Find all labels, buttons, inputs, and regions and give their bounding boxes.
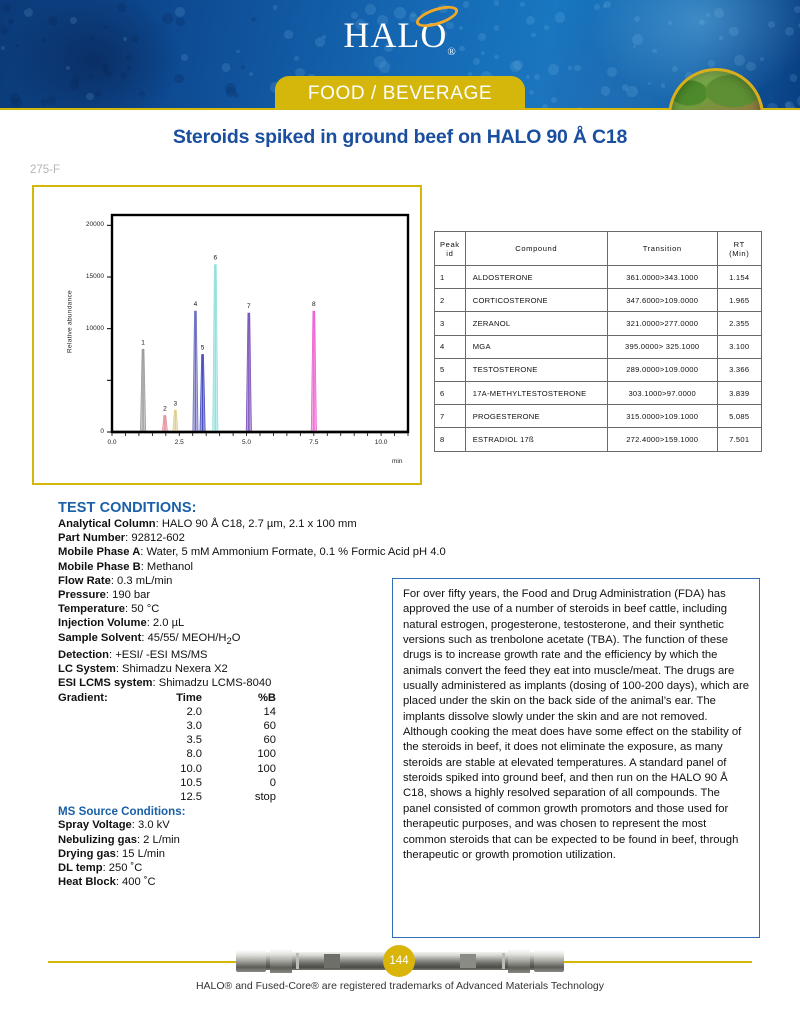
peak-table [434, 231, 762, 452]
ms-source-value: : 3.0 kV [131, 819, 170, 832]
chromatogram-peak-3 [173, 400, 178, 432]
gradient-pctb: 14 [263, 705, 276, 718]
gradient-pctb: 100 [257, 762, 276, 775]
chromatogram-peak-4 [193, 301, 198, 432]
ms-source-value: : 15 L/min [115, 847, 165, 860]
ms-source-row [58, 861, 398, 875]
footer-rule-left [48, 961, 238, 963]
cell-compound: 17A-METHYLTESTOSTERONE [465, 381, 607, 404]
test-condition-row [58, 648, 398, 662]
page-number: 144 [389, 955, 409, 967]
test-condition-label: Detection [58, 649, 109, 662]
col-header-transition: Transition [607, 232, 717, 266]
chromatogram-chart [34, 187, 424, 487]
ms-source-label: Heat Block [58, 876, 116, 889]
cell-transition: 347.6000>109.0000 [607, 289, 717, 312]
test-condition-label: Analytical Column [58, 518, 156, 530]
test-condition-label: Injection Volume [58, 617, 147, 630]
peak-label-4: 4 [193, 301, 198, 309]
chromatogram-panel [32, 185, 422, 485]
test-condition-value: : Methanol [140, 560, 193, 573]
chromatogram-peak-1 [140, 339, 145, 432]
test-condition-value: : Water, 5 mM Ammonium Formate, 0.1 % Formic Acid pH 4.0 [140, 546, 446, 559]
peak-label-6: 6 [213, 254, 218, 262]
ms-source-label: DL temp [58, 861, 103, 874]
table-row [435, 358, 762, 381]
page-header [0, 0, 800, 110]
y-axis-tick-label: 15000 [85, 273, 104, 280]
test-condition-value: : Shimadzu LCMS-8040 [152, 677, 272, 690]
gradient-pctb: 60 [263, 720, 276, 733]
x-axis-tick-label: 10.0 [374, 439, 388, 446]
ms-source-label: Drying gas [58, 847, 116, 860]
cell-rt: 5.085 [717, 405, 761, 428]
category-tab-label: FOOD / BEVERAGE [307, 83, 493, 104]
peak-label-3: 3 [173, 400, 178, 408]
trademark-notice: HALO® and Fused-Core® are registered trademarks of Advanced Materials Technology [195, 980, 605, 992]
peak-label-5: 5 [200, 344, 205, 352]
gradient-row [58, 776, 308, 790]
cell-rt: 7.501 [717, 428, 761, 451]
test-condition-row [58, 560, 398, 574]
ms-source-row [58, 875, 398, 889]
y-axis-tick-label: 10000 [85, 324, 104, 332]
test-condition-value: : 2.0 µL [146, 617, 185, 630]
table-row [435, 335, 762, 358]
test-condition-row [58, 602, 398, 616]
test-condition-value: : +ESI/ -ESI MS/MS [108, 649, 208, 662]
test-condition-row [58, 545, 446, 559]
x-axis-tick-label: 2.5 [174, 439, 184, 446]
chromatogram-peak-7 [246, 303, 251, 432]
test-condition-value: : Shimadzu Nexera X2 [115, 663, 228, 676]
test-condition-row [58, 616, 398, 630]
col-header-peak-id: Peak id [435, 232, 466, 266]
abstract-text-box: For over fifty years, the Food and Drug Administration (FDA) has approved the use of a number of steroids in beef cattle, including natural estrogen, progesterone, testosterone, and their synthetic versions such as trenbolone acetate (TBA). The function of these drugs is to increase growth rate and the efficiency by which the animals convert the feed they eat into muscle/meat. The drugs are usually administered as implants (dosing of 100-200 days), which are placed under the skin on the back side of the animal’s ear. The implants dissolve slowly under the skin and are not removed. Although cooking the meat does have some effect on the stability of the steroids in beef, it does not eliminate the exposure, as many steroids are stable at elevated temperatures. A standard panel of steroids spiked into ground beef, and then run on the HALO 90 Å C18, shows a highly resolved separation of all compounds. The panel consisted of common growth promotors and those used for therapeutic purposes, and was chosen to represent the most common steroids that can be expected to be found in beef, through therapeutic or growth promotion utilization. [392, 578, 760, 938]
logo-text: HALO [343, 15, 448, 55]
cell-transition: 272.4000>159.1000 [607, 428, 717, 451]
ms-source-label: Spray Voltage [58, 819, 132, 832]
test-condition-label: LC System [58, 663, 116, 676]
x-axis-unit-label: min [392, 458, 403, 465]
logo-registered-mark: ® [447, 46, 457, 59]
gradient-pctb: 0 [269, 776, 276, 789]
cell-compound: ALDOSTERONE [465, 266, 607, 289]
peak-label-1: 1 [141, 339, 145, 347]
table-row [435, 381, 762, 404]
cell-transition: 315.0000>109.1000 [607, 405, 717, 428]
test-condition-value: : 50 °C [124, 603, 160, 616]
table-row [435, 266, 762, 289]
ms-source-value: : 250 ˚C [102, 861, 143, 874]
ms-source-label: Nebulizing gas [58, 833, 137, 846]
test-condition-label: ESI LCMS system [58, 677, 153, 690]
test-condition-row [58, 662, 398, 676]
gradient-table [58, 691, 308, 805]
col-header-compound: Compound [465, 232, 607, 266]
ms-source-row [58, 847, 398, 861]
test-condition-value: : 92812-602 [125, 532, 185, 545]
cell-peak-id: 7 [435, 405, 466, 428]
table-header-row [435, 232, 762, 266]
ms-source-value: : 2 L/min [136, 833, 180, 846]
cell-compound: CORTICOSTERONE [465, 289, 607, 312]
cell-transition: 289.0000>109.0000 [607, 358, 717, 381]
x-axis-tick-label: 5.0 [242, 439, 252, 446]
category-tab-food-beverage[interactable] [275, 76, 525, 110]
peak-label-2: 2 [163, 405, 167, 413]
ms-source-row [58, 818, 398, 832]
gradient-time: 10.5 [180, 776, 202, 789]
cell-compound: ZERANOL [465, 312, 607, 335]
cell-rt: 3.100 [717, 335, 761, 358]
gradient-row [58, 762, 308, 776]
gradient-row [58, 705, 308, 719]
cell-compound: PROGESTERONE [465, 405, 607, 428]
document-code: 275-F [30, 164, 61, 176]
y-axis-tick-label: 0 [100, 428, 104, 435]
cell-rt: 1.154 [717, 266, 761, 289]
col-header-rt: RT (Min) [717, 232, 761, 266]
cell-peak-id: 5 [435, 358, 466, 381]
cell-compound: ESTRADIOL 17ß [465, 428, 607, 451]
gradient-pctb: 60 [263, 734, 276, 747]
test-condition-value: : 45/55/ MEOH/$H_2O$ [141, 631, 241, 646]
test-condition-row [58, 574, 398, 588]
cell-rt: 3.366 [717, 358, 761, 381]
cell-transition: 321.0000>277.0000 [607, 312, 717, 335]
gradient-row [58, 790, 308, 804]
peak-label-7: 7 [247, 303, 251, 311]
cell-transition: 395.0000> 325.1000 [607, 335, 717, 358]
gradient-time: 12.5 [180, 791, 202, 804]
table-row [435, 405, 762, 428]
gradient-time: 10.0 [180, 762, 202, 775]
gradient-row [58, 747, 308, 761]
ms-source-row [58, 833, 398, 847]
chromatogram-peak-6 [213, 255, 218, 432]
cell-peak-id: 8 [435, 428, 466, 451]
chromatogram-peak-8 [311, 301, 316, 432]
cell-rt: 1.965 [717, 289, 761, 312]
gradient-time: 2.0 [186, 705, 202, 718]
test-condition-row [58, 517, 398, 531]
chromatogram-peak-2 [162, 405, 167, 432]
gradient-pctb: 100 [257, 748, 276, 761]
cell-peak-id: 3 [435, 312, 466, 335]
test-condition-value: : 0.3 mL/min [110, 574, 173, 587]
test-condition-row [58, 588, 398, 602]
test-condition-value: : HALO 90 Å C18, 2.7 µm, 2.1 x 100 mm [155, 518, 357, 530]
test-condition-row [58, 531, 398, 545]
cell-compound: MGA [465, 335, 607, 358]
test-conditions-heading: TEST CONDITIONS: [58, 500, 197, 516]
x-axis-tick-label: 7.5 [309, 439, 319, 446]
test-condition-label: Sample Solvent [58, 631, 142, 644]
table-row [435, 289, 762, 312]
gradient-time: 8.0 [186, 748, 202, 761]
test-condition-label: Temperature [58, 603, 125, 616]
cell-rt: 3.839 [717, 381, 761, 404]
cell-peak-id: 4 [435, 335, 466, 358]
gradient-col-time: Time [176, 691, 202, 704]
cell-transition: 303.1000>97.0000 [607, 381, 717, 404]
test-condition-value: : 190 bar [105, 589, 151, 602]
y-axis-tick-label: 20000 [85, 221, 104, 229]
test-conditions-list [58, 517, 446, 691]
x-axis-tick-label: 0.0 [107, 439, 117, 446]
gradient-row [58, 719, 308, 733]
table-row [435, 428, 762, 451]
gradient-row [58, 733, 308, 747]
cell-compound: TESTOSTERONE [465, 358, 607, 381]
test-condition-label: Part Number [58, 532, 126, 545]
peak-label-8: 8 [312, 301, 316, 309]
test-conditions-block [58, 500, 446, 889]
footer-rule-right [562, 961, 752, 963]
chromatogram-peak-5 [200, 345, 205, 433]
test-condition-label: Mobile Phase A [58, 546, 141, 559]
test-condition-row [58, 631, 398, 648]
y-axis-label: Relative abundance [66, 289, 74, 353]
gradient-label: Gradient: [58, 691, 108, 704]
gradient-time: 3.0 [186, 720, 202, 733]
test-condition-label: Mobile Phase B [58, 560, 141, 573]
cell-peak-id: 1 [435, 266, 466, 289]
gradient-header-row [58, 691, 308, 705]
test-condition-label: Pressure [58, 589, 106, 602]
gradient-col-pctb: %B [257, 691, 276, 704]
gradient-time: 3.5 [186, 734, 202, 747]
cell-rt: 2.355 [717, 312, 761, 335]
ms-source-value: : 400 ˚C [115, 876, 156, 889]
gradient-pctb: stop [254, 791, 276, 804]
test-condition-row [58, 676, 398, 690]
cell-peak-id: 6 [435, 381, 466, 404]
table-row [435, 312, 762, 335]
page-title: Steroids spiked in ground beef on HALO 90 Å C18 [172, 126, 628, 148]
ms-source-list [58, 818, 398, 889]
cell-peak-id: 2 [435, 289, 466, 312]
ms-source-heading: MS Source Conditions: [58, 805, 186, 819]
cell-transition: 361.0000>343.1000 [607, 266, 717, 289]
page-number-badge [383, 945, 415, 977]
test-condition-label: Flow Rate [58, 574, 111, 587]
